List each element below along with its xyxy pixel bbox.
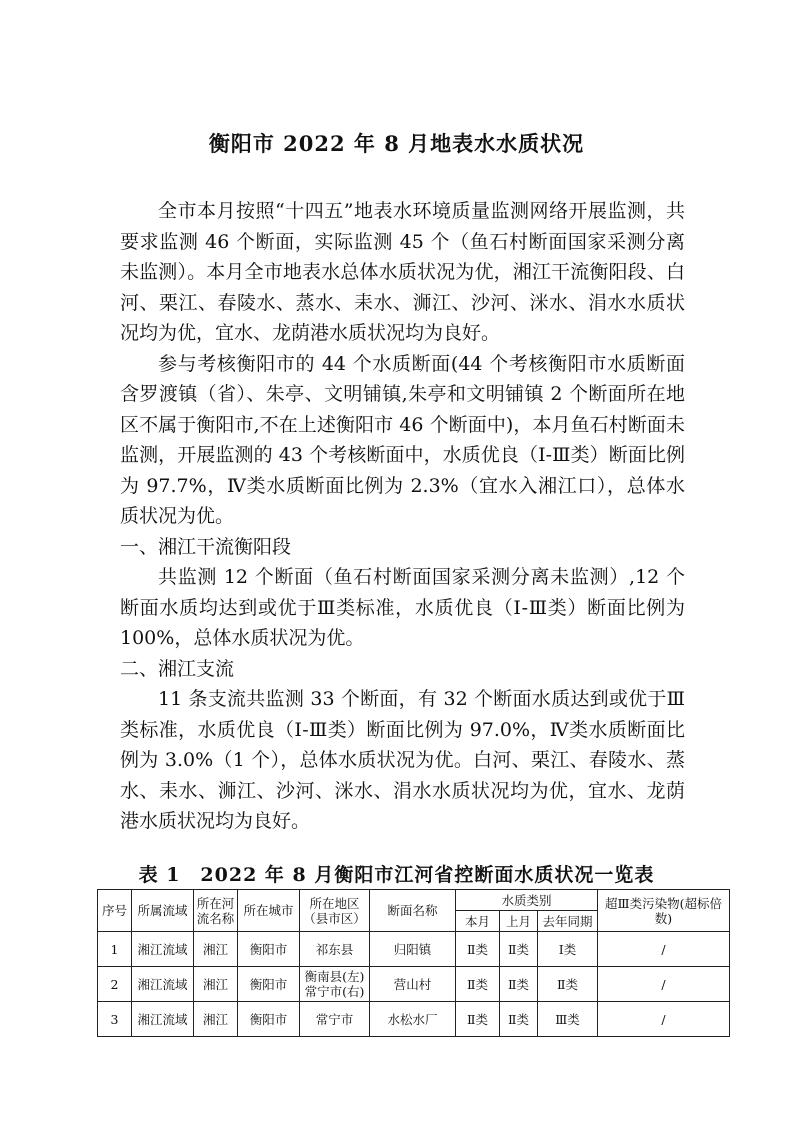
- cell-river: 湘江: [194, 932, 238, 967]
- table-row: [98, 967, 730, 1002]
- cell-last-year: Ⅰ类: [538, 932, 598, 967]
- header-this-month: 本月: [456, 911, 500, 932]
- table-caption: 表 1 2022 年 8 月衡阳市江河省控断面水质状况一览表: [138, 864, 655, 886]
- cell-last-year: Ⅲ类: [538, 1002, 598, 1037]
- paragraph-overview: 全市本月按照“十四五”地表水环境质量监测网络开展监测，共要求监测 46 个断面，实际监测 45 个（鱼石村断面国家采测分离未监测）。本月全市地表水总体水质状况为优，湘江干流衡阳段、白河、栗江、春陵水、蒸水、耒水、浉江、沙河、洣水、涓水水质状况均为优，宜水、龙荫港水质状况均为良好。: [120, 200, 685, 344]
- page-title: 衡阳市 2022 年 8 月地表水水质状况: [208, 131, 585, 156]
- cell-exceed: /: [598, 967, 730, 1002]
- cell-area: 常宁市: [300, 1002, 370, 1037]
- paragraph-mainstream: 共监测 12 个断面（鱼石村断面国家采测分离未监测）,12 个断面水质均达到或优于Ⅲ类标准，水质优良（Ⅰ-Ⅲ类）断面比例为 100%，总体水质状况为优。: [120, 566, 685, 649]
- cell-river: 湘江: [194, 1002, 238, 1037]
- water-quality-table: [97, 889, 730, 1037]
- header-exceed: 超Ⅲ类污染物(超标倍数): [598, 890, 730, 932]
- cell-this-month: Ⅱ类: [456, 967, 500, 1002]
- cell-basin: 湘江流域: [132, 1002, 194, 1037]
- cell-area: 衡南县(左)常宁市(右): [300, 967, 370, 1002]
- cell-section: 归阳镇: [370, 932, 456, 967]
- paragraph-assessment: 参与考核衡阳市的 44 个水质断面(44 个考核衡阳市水质断面含罗渡镇（省）、朱亭、文明铺镇,朱亭和文明铺镇 2 个断面所在地区不属于衡阳市,不在上述衡阳市 46 个断面中)，本月鱼石村断面未监测，开展监测的 43 个考核断面中，水质优良（Ⅰ-Ⅲ类）断面比例为 97.7%，Ⅳ类水质断面比例为 2.3%（宜水入湘江口），总体水质状况为优。: [120, 352, 685, 527]
- cell-basin: 湘江流域: [132, 967, 194, 1002]
- cell-seq: 2: [98, 967, 132, 1002]
- cell-last-year: Ⅱ类: [538, 967, 598, 1002]
- cell-exceed: /: [598, 932, 730, 967]
- section-heading-mainstream: 一、湘江干流衡阳段: [120, 535, 292, 558]
- cell-section: 营山村: [370, 967, 456, 1002]
- header-basin: 所属流域: [132, 890, 194, 932]
- section-heading-tributaries: 二、湘江支流: [120, 657, 235, 680]
- cell-section: 水松水厂: [370, 1002, 456, 1037]
- cell-river: 湘江: [194, 967, 238, 1002]
- cell-exceed: /: [598, 1002, 730, 1037]
- table-row: [98, 1002, 730, 1037]
- cell-last-month: Ⅱ类: [500, 932, 538, 967]
- header-quality: 水质类别: [456, 890, 598, 911]
- cell-this-month: Ⅱ类: [456, 1002, 500, 1037]
- table-header-row: [98, 890, 730, 911]
- header-area: 所在地区（县市区）: [300, 890, 370, 932]
- cell-last-month: Ⅱ类: [500, 1002, 538, 1037]
- table-row: [98, 932, 730, 967]
- header-city: 所在城市: [238, 890, 300, 932]
- paragraph-tributaries: 11 条支流共监测 33 个断面，有 32 个断面水质达到或优于Ⅲ类标准，水质优良（Ⅰ-Ⅲ类）断面比例为 97.0%，Ⅳ类水质断面比例为 3.0%（1 个），总体水质状况为优。白河、栗江、春陵水、蒸水、耒水、浉江、沙河、洣水、涓水水质状况均为优，宜水、龙荫港水质状况均为良好。: [120, 688, 685, 832]
- header-river: 所在河流名称: [194, 890, 238, 932]
- cell-city: 衡阳市: [238, 967, 300, 1002]
- cell-seq: 1: [98, 932, 132, 967]
- report-body: [120, 196, 685, 837]
- cell-basin: 湘江流域: [132, 932, 194, 967]
- header-seq: 序号: [98, 890, 132, 932]
- cell-city: 衡阳市: [238, 1002, 300, 1037]
- header-last-year: 去年同期: [538, 911, 598, 932]
- cell-last-month: Ⅱ类: [500, 967, 538, 1002]
- header-section: 断面名称: [370, 890, 456, 932]
- header-last-month: 上月: [500, 911, 538, 932]
- cell-this-month: Ⅱ类: [456, 932, 500, 967]
- cell-city: 衡阳市: [238, 932, 300, 967]
- cell-area: 祁东县: [300, 932, 370, 967]
- cell-seq: 3: [98, 1002, 132, 1037]
